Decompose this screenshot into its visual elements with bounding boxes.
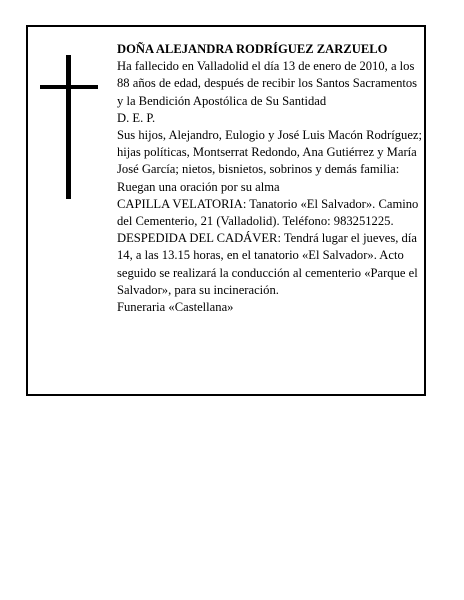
obituary-text [117,41,423,316]
deceased-name: DOÑA ALEJANDRA RODRÍGUEZ ZARZUELO [117,42,388,56]
rip-text: D. E. P. [117,110,156,125]
farewell-info: DESPEDIDA DEL CADÁVER: Tendrá lugar el jueves, día 14, a las 13.15 horas, en el tanatorio «El Salvador». Acto seguido se realizará la conducción al cementerio «Parque el Salvador», para su incineración. [117,231,418,297]
obituary-notice [26,25,426,396]
latin-cross-icon [40,55,98,199]
death-announcement: Ha fallecido en Valladolid el día 13 de enero de 2010, a los 88 años de edad, después de recibir los Santos Sacramentos y la Bendición Apostólica de Su Santidad [117,59,418,108]
chapel-info: CAPILLA VELATORIA: Tanatorio «El Salvador». Camino del Cementerio, 21 (Valladolid). Teléfono: 983251225. [117,196,419,229]
funeral-home: Funeraria «Castellana» [117,300,234,315]
prayer-request: Ruegan una oración por su alma [117,179,280,194]
cross-horizontal-bar [40,85,98,89]
cross-vertical-bar [66,55,71,199]
family-list: Sus hijos, Alejandro, Eulogio y José Luis Macón Rodríguez; hijas políticas, Montserrat Redondo, Ana Gutiérrez y María José García; nietos, bisnietos, sobrinos y demás familia: [117,128,423,177]
